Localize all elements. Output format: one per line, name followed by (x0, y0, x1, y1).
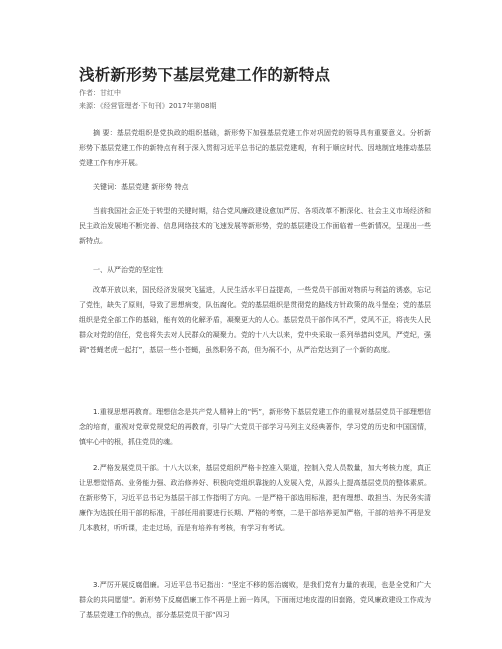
section-heading: 一、从严治党的坚定性 (93, 266, 163, 274)
keywords-line: 关键词：基层党建 新形势 特点 (93, 183, 189, 191)
article-source: 来源：《经营管理者·下旬刊》2017年第08期 (79, 102, 217, 110)
abstract-paragraph: 摘 要：基层党组织是党执政的组织基础，新形势下加强基层党建工作对巩固党的领导具有重要意义。分析新形势下基层党建工作的新特点有利于深入贯彻习近平总书记的基层党建观，有利于顺应时代、因地制宜地推动基层党建工作有序开展。 (79, 129, 431, 168)
article-title: 浅析新形势下基层党建工作的新特点 (79, 66, 331, 84)
article-author: 作者：甘红中 (79, 89, 121, 97)
point3-paragraph: 3.严厉开展反腐倡廉。习近平总书记指出：“坚定不移的惩治腐败，是我们党有力量的表现，也是全党和广大群众的共同愿望”。新形势下反腐倡廉工作不再是上面一阵风，下面雨过地皮湿的旧套路，党风廉政建设工作成为了基层党建工作的焦点，部分基层党员干部“四习 (79, 581, 431, 620)
point1-paragraph: 1.重视思想再教育。理想信念是共产党人精神上的“钙”，新形势下基层党建工作的重视对基层党员干部理想信念的培育，重视对党章党规党纪的再教育，引导广大党员干部学习马列主义经典著作，学习党的历史和中国国情，慎牢心中的根，抓住党员的魂。 (79, 408, 431, 447)
point2-paragraph: 2.严格发展党员干部。十八大以来，基层党组织严格卡控准入渠道，控制入党人员数量，加大考核力度，真正让思想觉悟高、业务能力强、政治修养好、积极向党组织靠拢的人发展入党，从源头上提高基层党员的整体素质。在新形势下，习近平总书记为基层干部工作指明了方向。一是严格干部选用标准，把有理想、敢担当、为民务实清廉作为选拔任用干部的标准，干部任用前要进行长期、严格的考察，二是干部培养更加严格，干部的培养不再是发几本教材，听听课，走走过场，而是有培养有考核，有学习有考试。 (79, 464, 431, 533)
section1-body: 改革开放以来，国民经济发展突飞猛进，人民生活水平日益提高，一些党员干部面对物质与利益的诱惑，忘记了党性，缺失了原则，导致了思想病变，队伍腐化。党的基层组织是贯彻党的路线方针政策的战斗堡垒；党的基层组织是党全部工作的基础，能有效的化解矛盾，凝聚更大的人心。基层党员干部作风不严，党风不正，将丧失人民群众对党的信任，党也将失去对人民群众的凝聚力。党的十八大以来，党中央采取一系列举措纠党风，严党纪，强调“苍蝇老虎一起打”，基层一些小苍蝇，虽然职务不高，但为祸不小，从严治党达到了一个新的高度。 (79, 286, 431, 355)
intro-paragraph: 当前我国社会正处于转型的关键时期，结合党风廉政建设愈加严厉、各项改革不断深化、社会主义市场经济和民主政治发展地不断完善、信息网络技术的飞速发展等新形势，党的基层建设工作面临着一些新情况，呈现出一些新特点。 (79, 207, 431, 246)
